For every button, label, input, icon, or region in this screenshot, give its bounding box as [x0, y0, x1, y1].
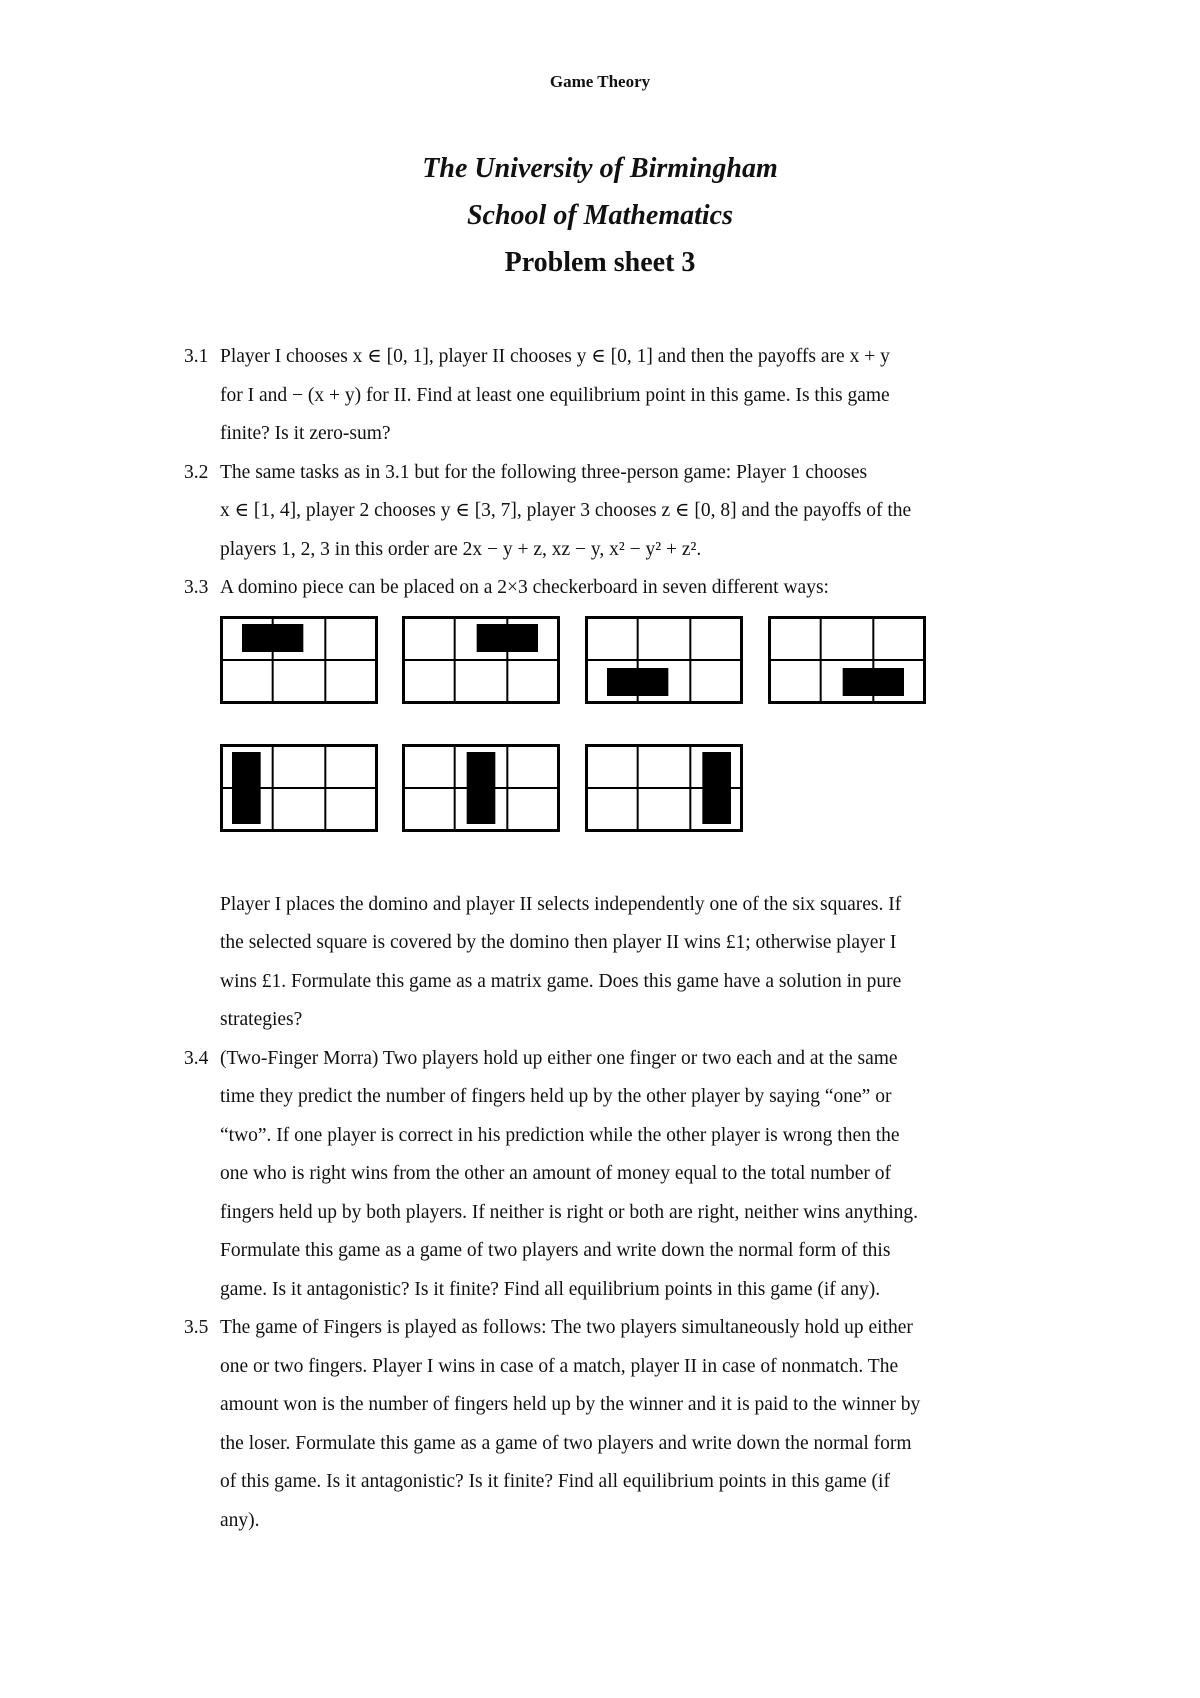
problem-line: amount won is the number of fingers held up by the winner and it is paid to the winner by — [220, 1394, 921, 1415]
domino-piece — [242, 624, 303, 652]
problem-text — [220, 1040, 1024, 1310]
problem-3-1 — [184, 338, 1024, 454]
domino-piece — [607, 668, 668, 696]
problem-3-5 — [184, 1309, 1024, 1540]
problem-line: wins £1. Formulate this game as a matrix game. Does this game have a solution in pure — [220, 970, 902, 992]
problem-line: Formulate this game as a game of two players and write down the normal form of this — [220, 1240, 891, 1261]
problem-line: players 1, 2, 3 in this order are 2x − y + z, xz − y, x² − y² + z². — [220, 538, 702, 560]
problem-line: finite? Is it zero-sum? — [220, 423, 391, 444]
problem-text — [220, 338, 1024, 454]
problem-line: for I and − (x + y) for II. Find at least one equilibrium point in this game. Is this game — [220, 384, 890, 406]
problem-number: 3.3 — [184, 577, 209, 598]
domino-figure — [220, 616, 1024, 866]
domino-board — [220, 744, 378, 832]
domino-piece — [232, 752, 261, 824]
problem-text — [220, 569, 1024, 1040]
problem-3-2 — [184, 454, 1024, 570]
problem-line: any). — [220, 1509, 260, 1531]
problem-line: The game of Fingers is played as follows: The two players simultaneously hold up either — [220, 1317, 913, 1338]
problem-line: Player I chooses x ∈ [0, 1], player II chooses y ∈ [0, 1] and then the payoffs are x + y — [220, 346, 890, 367]
problem-line: “two”. If one player is correct in his prediction while the other player is wrong then the — [220, 1124, 900, 1146]
problem-3-4 — [184, 1040, 1024, 1310]
title-block — [0, 145, 1200, 286]
problem-line: one or two fingers. Player I wins in case of a match, player II in case of nonmatch. The — [220, 1355, 899, 1377]
domino-board — [585, 744, 743, 832]
domino-piece — [843, 668, 904, 696]
domino-piece — [702, 752, 731, 824]
problem-number: 3.5 — [184, 1317, 209, 1338]
problem-line: of this game. Is it antagonistic? Is it finite? Find all equilibrium points in this game (if — [220, 1471, 890, 1492]
school-title: School of Mathematics — [466, 200, 733, 231]
domino-board — [402, 744, 560, 832]
problem-line: (Two-Finger Morra) Two players hold up either one finger or two each and at the same — [220, 1047, 898, 1069]
domino-board — [585, 616, 743, 704]
problem-number: 3.4 — [184, 1047, 209, 1069]
domino-board — [402, 616, 560, 704]
university-title: The University of Birmingham — [422, 153, 778, 184]
problem-line: x ∈ [1, 4], player 2 chooses y ∈ [3, 7], player 3 chooses z ∈ [0, 8] and the payoffs of the — [220, 500, 912, 521]
problem-line: game. Is it antagonistic? Is it finite? Find all equilibrium points in this game (if any). — [220, 1278, 881, 1300]
problem-line: fingers held up by both players. If neither is right or both are right, neither wins anything. — [220, 1201, 919, 1223]
problem-line: the selected square is covered by the domino then player II wins £1; otherwise player I — [220, 932, 897, 953]
problem-line: A domino piece can be placed on a 2×3 checkerboard in seven different ways: — [220, 577, 829, 598]
problem-line: strategies? — [220, 1009, 303, 1030]
domino-piece — [477, 624, 538, 652]
problem-3-3 — [184, 569, 1024, 1040]
problem-line: the loser. Formulate this game as a game of two players and write down the normal form — [220, 1432, 912, 1454]
problem-list — [184, 338, 1024, 1540]
domino-board — [768, 616, 926, 704]
domino-board — [220, 616, 378, 704]
sheet-title: Problem sheet 3 — [504, 247, 696, 278]
running-head: Game Theory — [549, 72, 651, 91]
problem-text — [220, 454, 1024, 570]
problem-line: Player I places the domino and player II selects independently one of the six squares. If — [220, 893, 902, 915]
problem-number: 3.1 — [184, 346, 209, 367]
problem-text — [220, 1309, 1024, 1540]
problem-line: The same tasks as in 3.1 but for the following three-person game: Player 1 chooses — [220, 461, 868, 483]
domino-piece — [467, 752, 496, 824]
problem-line: time they predict the number of fingers held up by the other player by saying “one” or — [220, 1086, 892, 1107]
problem-number: 3.2 — [184, 461, 209, 483]
problem-line: one who is right wins from the other an amount of money equal to the total number of — [220, 1163, 891, 1184]
